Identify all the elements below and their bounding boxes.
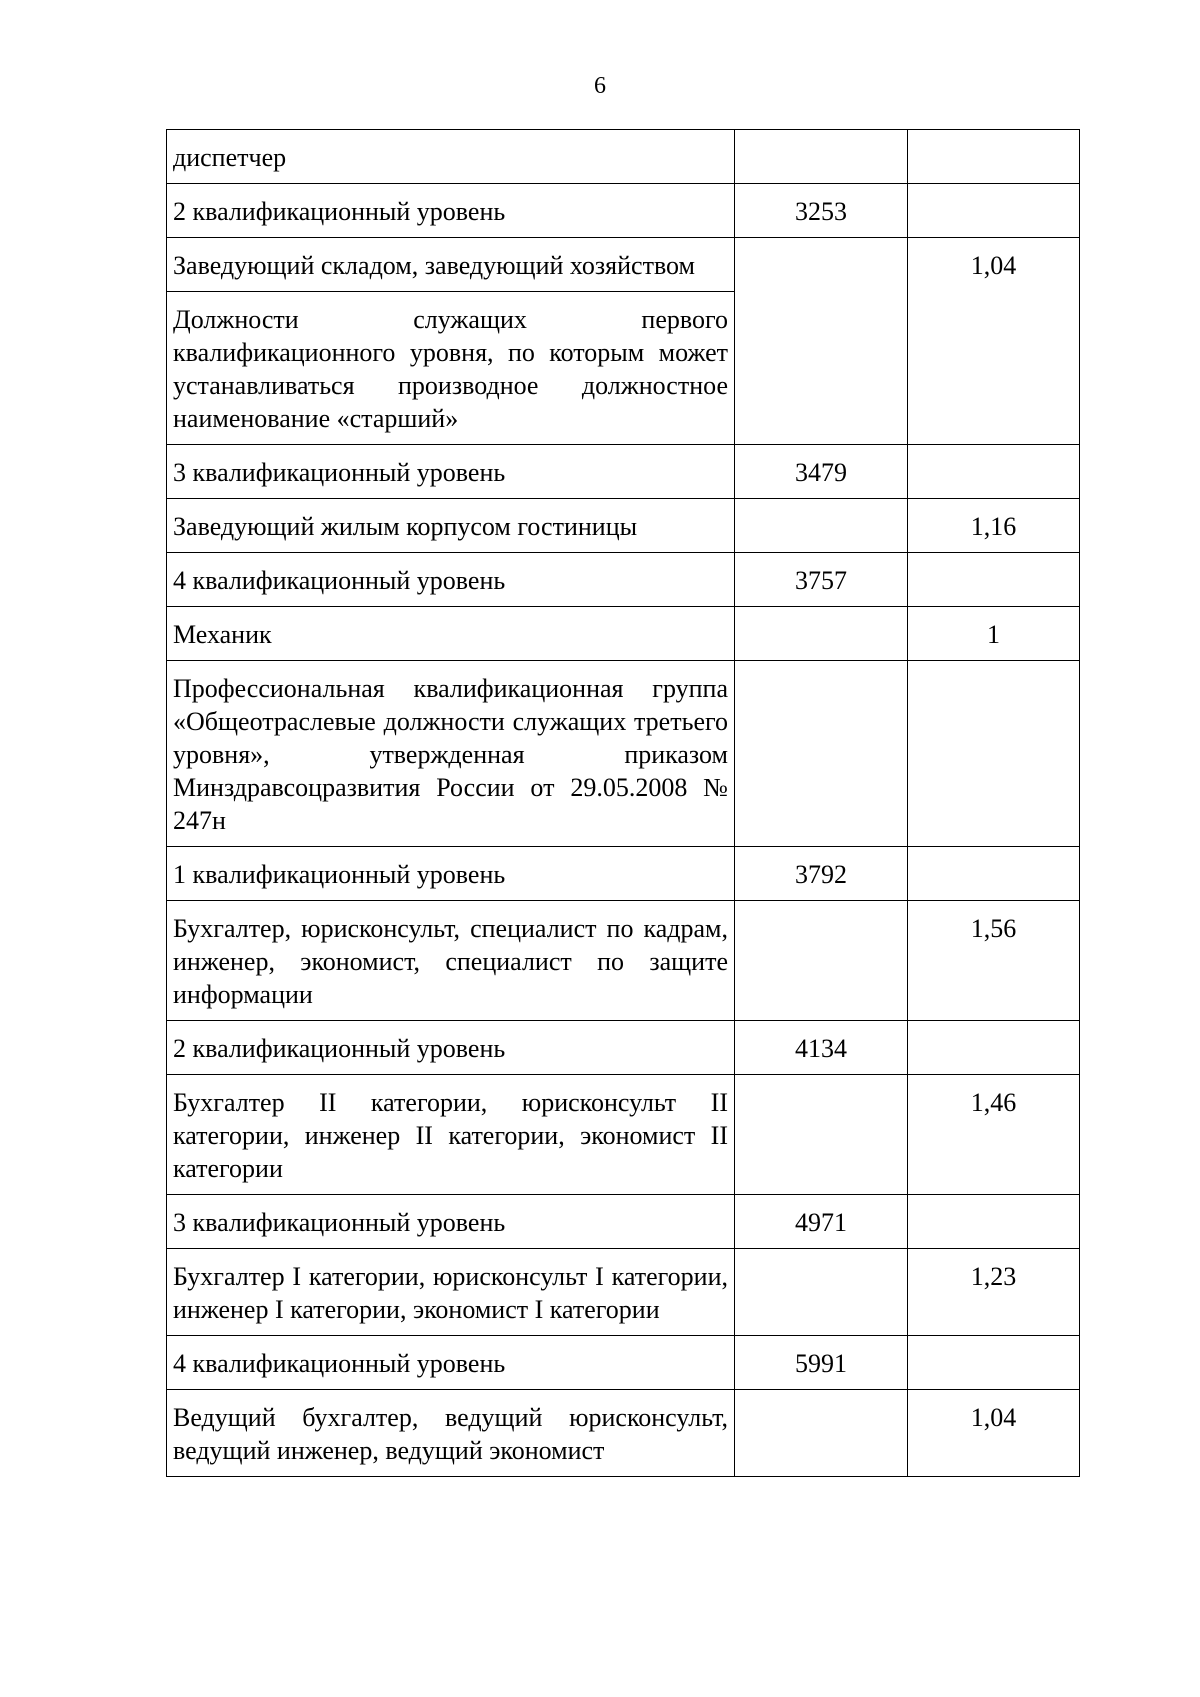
table-row [167,553,1080,607]
coefficient-cell [908,184,1080,238]
coefficient-cell: 1,46 [908,1075,1080,1195]
position-cell: Ведущий бухгалтер, ведущий юрисконсульт, ведущий инженер, ведущий экономист [167,1390,735,1477]
table-row [167,1195,1080,1249]
coefficient-cell: 1,16 [908,499,1080,553]
table-row [167,184,1080,238]
table-row [167,607,1080,661]
table-row [167,661,1080,847]
salary-cell [735,1249,908,1336]
position-cell: Должности служащих первого квалификационного уровня, по которым может устанавливаться производное должностное наименование «старший» [167,292,735,445]
table-row [167,901,1080,1021]
salary-cell: 3479 [735,445,908,499]
salary-cell: 4134 [735,1021,908,1075]
coefficient-cell [908,1021,1080,1075]
table-row [167,499,1080,553]
level-cell: 3 квалификационный уровень [167,445,735,499]
salary-cell [735,130,908,184]
position-cell: Бухгалтер, юрисконсульт, специалист по кадрам, инженер, экономист, специалист по защите информации [167,901,735,1021]
level-cell: 3 квалификационный уровень [167,1195,735,1249]
table-row [167,445,1080,499]
coefficient-cell [908,1336,1080,1390]
position-cell: Бухгалтер I категории, юрисконсульт I категории, инженер I категории, экономист I категории [167,1249,735,1336]
level-cell: 2 квалификационный уровень [167,1021,735,1075]
page-number: 6 [594,73,606,99]
salary-cell [735,1075,908,1195]
coefficient-cell [908,130,1080,184]
coefficient-cell: 1 [908,607,1080,661]
table-row [167,130,1080,184]
table-row [167,1249,1080,1336]
coefficient-cell [908,445,1080,499]
coefficient-cell [908,553,1080,607]
position-cell: Механик [167,607,735,661]
salary-cell: 3253 [735,184,908,238]
salary-cell [735,901,908,1021]
salary-cell [735,1390,908,1477]
position-cell: Заведующий жилым корпусом гостиницы [167,499,735,553]
table-row [167,238,1080,292]
coefficient-cell: 1,04 [908,238,1080,445]
salary-cell: 3792 [735,847,908,901]
level-cell: 4 квалификационный уровень [167,553,735,607]
coefficient-cell [908,661,1080,847]
salary-cell: 5991 [735,1336,908,1390]
position-cell: Бухгалтер II категории, юрисконсульт II категории, инженер II категории, экономист II категории [167,1075,735,1195]
salary-cell: 4971 [735,1195,908,1249]
coefficient-cell [908,1195,1080,1249]
coefficient-cell: 1,04 [908,1390,1080,1477]
coefficient-cell [908,847,1080,901]
table-row [167,1336,1080,1390]
level-cell: 4 квалификационный уровень [167,1336,735,1390]
table-row [167,1075,1080,1195]
table-row [167,847,1080,901]
salary-cell [735,661,908,847]
level-cell: 1 квалификационный уровень [167,847,735,901]
salary-cell: 3757 [735,553,908,607]
salary-cell [735,499,908,553]
table-row [167,1021,1080,1075]
group-heading-cell: Профессиональная квалификационная группа «Общеотраслевые должности служащих третьего уровня», утвержденная приказом Минздравсоцразвития России от 29.05.2008 № 247н [167,661,735,847]
coefficient-cell: 1,23 [908,1249,1080,1336]
position-cell: Заведующий складом, заведующий хозяйством [167,238,735,292]
salary-cell [735,238,908,445]
coefficient-cell: 1,56 [908,901,1080,1021]
salary-cell [735,607,908,661]
salary-table [166,129,1080,1477]
position-cell: диспетчер [167,130,735,184]
level-cell: 2 квалификационный уровень [167,184,735,238]
table-row [167,1390,1080,1477]
